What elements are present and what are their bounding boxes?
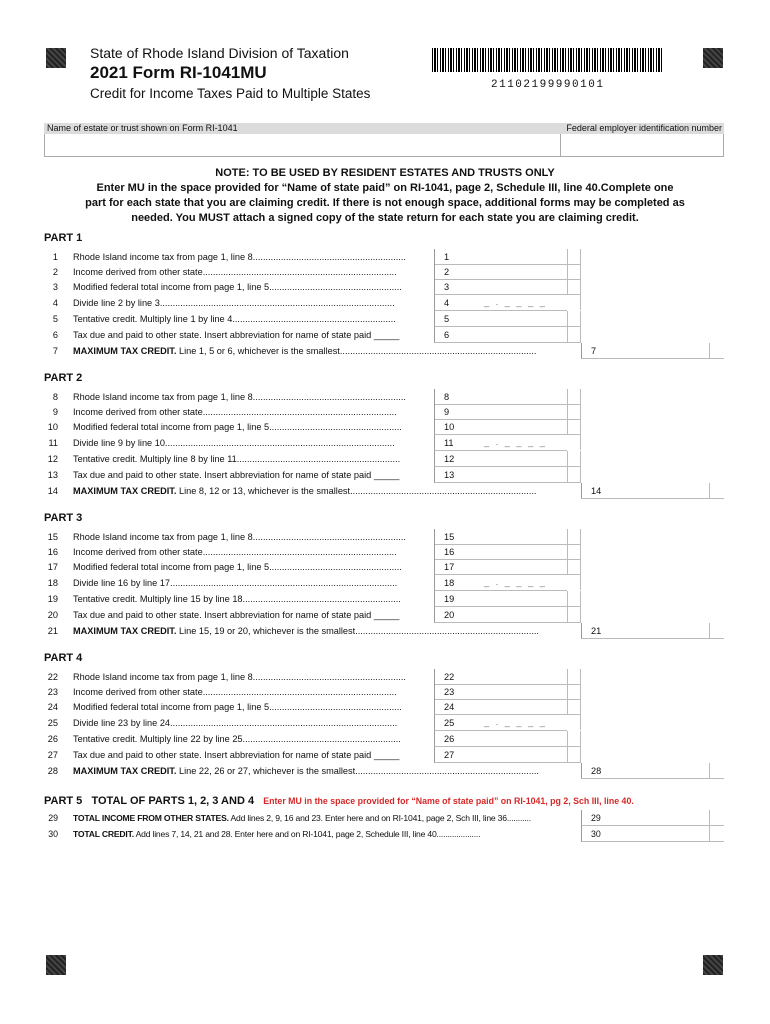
line-description <box>73 267 397 277</box>
estate-name-field[interactable] <box>47 136 559 154</box>
column-divider <box>580 715 582 730</box>
cents-field[interactable] <box>709 343 724 359</box>
cents-field[interactable] <box>709 483 724 499</box>
column-divider <box>580 327 582 342</box>
amount-field[interactable] <box>477 279 567 295</box>
line-text: Line 22, 26 or 27, whichever is the smallest........................................................................ <box>176 766 539 776</box>
column-divider <box>580 264 582 279</box>
line-number-box: 16 <box>434 544 477 560</box>
form-line-5 <box>44 311 724 327</box>
line-number: 20 <box>47 610 58 620</box>
cents-field[interactable] <box>567 669 581 685</box>
line-number-box: 27 <box>434 747 477 763</box>
amount-field[interactable] <box>477 327 567 343</box>
form-line-2 <box>44 264 724 280</box>
form-line-30 <box>44 826 724 842</box>
form-line-15 <box>44 529 724 545</box>
form-line-3 <box>44 279 724 295</box>
line-number-box: 2 <box>434 264 477 280</box>
line-text: Add lines 7, 14, 21 and 28. Enter here and on RI-1041, page 2, Schedule III, line 40.................... <box>133 829 481 839</box>
form-line-12 <box>44 451 724 467</box>
amount-field[interactable] <box>477 451 567 467</box>
line-number: 14 <box>47 486 58 496</box>
line-number-box: 7 <box>581 343 624 359</box>
line-text: Divide line 2 by line 3............................................................................................ <box>73 298 395 308</box>
column-divider <box>580 559 582 574</box>
ratio-placeholder: _ . _ _ _ _ <box>484 577 547 587</box>
amount-field[interactable] <box>624 763 709 779</box>
line-number-box: 6 <box>434 327 477 343</box>
column-divider <box>580 591 582 606</box>
line-text: Divide line 16 by line 17......................................................................................... <box>73 578 398 588</box>
line-number: 19 <box>47 594 58 604</box>
form-title: 2021 Form RI-1041MU <box>90 63 267 82</box>
registration-mark-top-right <box>703 48 723 68</box>
line-description <box>73 392 406 402</box>
amount-field[interactable] <box>477 699 567 715</box>
form-line-28 <box>44 763 724 779</box>
form-line-8 <box>44 389 724 405</box>
part-2-title: PART 2 <box>44 372 83 384</box>
note-line-1: NOTE: TO BE USED BY RESIDENT ESTATES AND TRUSTS ONLY <box>215 167 555 179</box>
column-divider <box>580 747 582 762</box>
amount-field[interactable] <box>477 544 567 560</box>
cents-field[interactable] <box>567 279 581 295</box>
line-number: 22 <box>47 672 58 682</box>
part5-title: PART 5 <box>44 795 83 807</box>
part-1-title: PART 1 <box>44 232 83 244</box>
line-number-box: 22 <box>434 669 477 685</box>
line-number: 11 <box>48 438 58 448</box>
line-text: Line 1, 5 or 6, whichever is the smallest............................................................................. <box>176 346 537 356</box>
amount-field[interactable] <box>477 389 567 405</box>
amount-field[interactable] <box>624 343 709 359</box>
line-text: Tax due and paid to other state. Insert abbreviation for name of state paid _____ <box>73 470 400 480</box>
column-divider <box>580 279 582 294</box>
line-description <box>73 454 400 464</box>
line-number-box: 29 <box>581 810 624 826</box>
column-divider <box>580 419 582 434</box>
line-description <box>73 702 402 712</box>
amount-field[interactable] <box>624 483 709 499</box>
agency-name: State of Rhode Island Division of Taxation <box>90 45 349 61</box>
cents-field[interactable] <box>567 529 581 545</box>
amount-field[interactable] <box>477 559 567 575</box>
column-divider <box>580 731 582 746</box>
line-text: Line 15, 19 or 20, whichever is the smallest........................................................................ <box>176 626 539 636</box>
line-description <box>73 438 395 448</box>
cents-field[interactable] <box>567 419 581 435</box>
line-number-box: 9 <box>434 404 477 420</box>
line-number-box: 28 <box>581 763 624 779</box>
amount-field[interactable] <box>477 529 567 545</box>
line-number-box: 5 <box>434 311 477 327</box>
amount-field[interactable] <box>477 467 567 483</box>
form-line-10 <box>44 419 724 435</box>
cents-field[interactable] <box>567 731 581 747</box>
line-text: Modified federal total income from page 1, line 5.................................................... <box>73 422 402 432</box>
line-text: Income derived from other state............................................................................ <box>73 547 397 557</box>
line-number-box: 14 <box>581 483 624 499</box>
line-number-box: 26 <box>434 731 477 747</box>
column-divider <box>580 529 582 544</box>
note-line-2: Enter MU in the space provided for “Name of state paid” on RI-1041, page 2, Schedule III, line 40.Complete one <box>96 182 674 194</box>
line-description <box>73 422 402 432</box>
column-divider <box>580 311 582 326</box>
line-description <box>73 252 406 262</box>
form-line-20 <box>44 607 724 623</box>
column-divider <box>580 544 582 559</box>
form-line-14 <box>44 483 724 499</box>
form-line-27 <box>44 747 724 763</box>
amount-field[interactable] <box>624 810 709 826</box>
cents-field[interactable] <box>567 249 581 265</box>
part5-instruction: Enter MU in the space provided for “Name of state paid” on RI-1041, pg 2, Sch III, line 40. <box>263 796 634 806</box>
amount-field[interactable] <box>624 826 709 842</box>
line-number-box: 17 <box>434 559 477 575</box>
column-divider <box>580 607 582 622</box>
amount-field[interactable] <box>477 249 567 265</box>
line-number: 9 <box>52 407 58 417</box>
line-bold-label: MAXIMUM TAX CREDIT. <box>73 346 177 356</box>
ratio-placeholder: _ . _ _ _ _ <box>484 297 547 307</box>
amount-field[interactable] <box>477 264 567 280</box>
cents-field[interactable] <box>567 607 581 623</box>
cents-field[interactable] <box>567 591 581 607</box>
cents-field[interactable] <box>567 544 581 560</box>
form-line-26 <box>44 731 724 747</box>
line-number: 24 <box>47 702 58 712</box>
line-number: 4 <box>52 298 58 308</box>
line-bold-label: MAXIMUM TAX CREDIT. <box>73 626 177 636</box>
amount-field[interactable] <box>477 607 567 623</box>
line-text: Tax due and paid to other state. Insert abbreviation for name of state paid _____ <box>73 610 400 620</box>
line-description <box>73 829 480 839</box>
line-text: Tentative credit. Multiply line 22 by line 25.............................................................. <box>73 734 401 744</box>
amount-field[interactable] <box>477 747 567 763</box>
line-text: Income derived from other state............................................................................ <box>73 687 397 697</box>
line-description <box>73 330 399 340</box>
part-3-title: PART 3 <box>44 512 83 524</box>
line-bold-label: TOTAL CREDIT. <box>73 829 134 839</box>
line-number-box: 20 <box>434 607 477 623</box>
line-text: Tax due and paid to other state. Insert abbreviation for name of state paid _____ <box>73 330 400 340</box>
line-number: 10 <box>47 422 58 432</box>
line-number: 23 <box>47 687 58 697</box>
form-line-24 <box>44 699 724 715</box>
line-number-box: 19 <box>434 591 477 607</box>
amount-field[interactable] <box>477 731 567 747</box>
column-divider <box>580 451 582 466</box>
line-description <box>73 314 396 324</box>
fein-field[interactable] <box>565 136 719 154</box>
line-number-box: 21 <box>581 623 624 639</box>
registration-mark-bottom-left <box>46 955 66 975</box>
line-text: Income derived from other state............................................................................ <box>73 407 397 417</box>
amount-field[interactable] <box>477 419 567 435</box>
cents-field[interactable] <box>567 264 581 280</box>
cents-field[interactable] <box>709 763 724 779</box>
column-divider <box>580 435 582 450</box>
line-bold-label: MAXIMUM TAX CREDIT. <box>73 486 177 496</box>
line-description <box>73 470 399 480</box>
line-number-box: 18 <box>434 575 477 591</box>
barcode <box>432 48 664 72</box>
cents-field[interactable] <box>567 311 581 327</box>
line-number-box: 23 <box>434 684 477 700</box>
column-divider <box>580 575 582 590</box>
line-number-box: 30 <box>581 826 624 842</box>
line-description <box>73 562 402 572</box>
form-line-29 <box>44 810 724 826</box>
line-text: Income derived from other state............................................................................ <box>73 267 397 277</box>
line-number: 1 <box>52 252 58 262</box>
line-number: 29 <box>48 813 58 823</box>
line-text: Rhode Island income tax from page 1, line 8............................................................ <box>73 672 406 682</box>
column-divider <box>580 669 582 684</box>
line-text: Tentative credit. Multiply line 8 by line 11................................................................ <box>73 454 401 464</box>
cents-field[interactable] <box>567 684 581 700</box>
amount-field[interactable] <box>624 623 709 639</box>
form-line-17 <box>44 559 724 575</box>
line-number: 16 <box>47 547 58 557</box>
line-number: 2 <box>52 267 58 277</box>
line-number-box: 1 <box>434 249 477 265</box>
line-number-box: 8 <box>434 389 477 405</box>
cents-field[interactable] <box>709 623 724 639</box>
form-line-23 <box>44 684 724 700</box>
line-text: Modified federal total income from page 1, line 5.................................................... <box>73 702 402 712</box>
name-label: Name of estate or trust shown on Form RI-1041 <box>47 123 238 133</box>
line-number: 15 <box>47 532 58 542</box>
amount-field[interactable] <box>477 669 567 685</box>
form-line-22 <box>44 669 724 685</box>
line-description <box>73 282 402 292</box>
line-number: 18 <box>47 578 58 588</box>
line-description <box>73 734 401 744</box>
part5-header <box>44 795 634 807</box>
line-text: Tentative credit. Multiply line 1 by line 4................................................................ <box>73 314 396 324</box>
line-text: Divide line 9 by line 10.......................................................................................... <box>73 438 395 448</box>
column-divider <box>580 699 582 714</box>
line-text: Modified federal total income from page 1, line 5.................................................... <box>73 282 402 292</box>
line-description <box>73 486 536 496</box>
line-description <box>73 766 539 776</box>
form-line-4 <box>44 295 724 311</box>
line-number: 25 <box>47 718 58 728</box>
line-description <box>73 750 399 760</box>
line-description <box>73 610 399 620</box>
line-description <box>73 594 401 604</box>
line-text: Tentative credit. Multiply line 15 by line 18.............................................................. <box>73 594 401 604</box>
line-number: 5 <box>52 314 58 324</box>
form-line-11 <box>44 435 724 451</box>
line-description <box>73 813 531 823</box>
note-line-4: needed. You MUST attach a signed copy of the state return for each state you are claiming credit. <box>131 212 639 224</box>
line-number-box: 3 <box>434 279 477 295</box>
line-number: 8 <box>52 392 58 402</box>
line-description <box>73 626 539 636</box>
amount-field[interactable] <box>477 311 567 327</box>
cents-field[interactable] <box>567 699 581 715</box>
line-bold-label: TOTAL INCOME FROM OTHER STATES. <box>73 813 229 823</box>
line-text: Rhode Island income tax from page 1, line 8............................................................ <box>73 532 406 542</box>
line-text: Rhode Island income tax from page 1, line 8............................................................ <box>73 252 406 262</box>
cents-field[interactable] <box>567 467 581 483</box>
form-line-18 <box>44 575 724 591</box>
line-number: 17 <box>47 562 58 572</box>
form-line-9 <box>44 404 724 420</box>
line-text: Tax due and paid to other state. Insert abbreviation for name of state paid _____ <box>73 750 400 760</box>
column-divider <box>580 295 582 310</box>
line-text: Add lines 2, 9, 16 and 23. Enter here and on RI-1041, page 2, Sch III, line 36........... <box>228 813 531 823</box>
form-subtitle: Credit for Income Taxes Paid to Multiple States <box>90 86 371 101</box>
form-line-16 <box>44 544 724 560</box>
form-line-6 <box>44 327 724 343</box>
line-description <box>73 532 406 542</box>
cents-field[interactable] <box>567 559 581 575</box>
line-number-box: 12 <box>434 451 477 467</box>
form-line-13 <box>44 467 724 483</box>
line-text: Line 8, 12 or 13, whichever is the smallest......................................................................... <box>176 486 537 496</box>
name-fein-box <box>44 134 724 157</box>
line-description <box>73 718 397 728</box>
line-number-box: 10 <box>434 419 477 435</box>
line-number: 7 <box>52 346 58 356</box>
line-number: 27 <box>47 750 58 760</box>
line-number: 26 <box>47 734 58 744</box>
line-number: 30 <box>48 829 58 839</box>
line-number: 12 <box>47 454 58 464</box>
line-number: 13 <box>47 470 58 480</box>
column-divider <box>580 249 582 264</box>
line-number-box: 15 <box>434 529 477 545</box>
form-line-1 <box>44 249 724 265</box>
line-description <box>73 687 397 697</box>
cents-field[interactable] <box>567 404 581 420</box>
name-header-bar <box>44 123 724 134</box>
form-line-25 <box>44 715 724 731</box>
cents-field[interactable] <box>567 747 581 763</box>
line-number-box: 25 <box>434 715 477 731</box>
line-bold-label: MAXIMUM TAX CREDIT. <box>73 766 177 776</box>
barcode-number: 21102199990101 <box>491 79 605 91</box>
fein-label: Federal employer identification number <box>566 123 722 133</box>
note-line-3: part for each state that you are claiming credit. If there is not enough space, additional forms may be completed as <box>85 197 685 209</box>
cents-field[interactable] <box>709 810 724 826</box>
cents-field[interactable] <box>567 327 581 343</box>
line-number-box: 24 <box>434 699 477 715</box>
line-text: Modified federal total income from page 1, line 5.................................................... <box>73 562 402 572</box>
column-divider <box>580 389 582 404</box>
cents-field[interactable] <box>709 826 724 842</box>
column-divider <box>580 684 582 699</box>
line-number-box: 13 <box>434 467 477 483</box>
line-description <box>73 346 536 356</box>
line-description <box>73 298 395 308</box>
ratio-placeholder: _ . _ _ _ _ <box>484 717 547 727</box>
line-text: Divide line 23 by line 24......................................................................................... <box>73 718 398 728</box>
line-number: 3 <box>52 282 58 292</box>
column-divider <box>580 467 582 482</box>
line-description <box>73 407 397 417</box>
amount-field[interactable] <box>477 684 567 700</box>
registration-mark-bottom-right <box>703 955 723 975</box>
form-line-7 <box>44 343 724 359</box>
amount-field[interactable] <box>477 591 567 607</box>
amount-field[interactable] <box>477 404 567 420</box>
line-number-box: 11 <box>434 435 477 451</box>
part5-heading: TOTAL OF PARTS 1, 2, 3 AND 4 <box>91 795 255 807</box>
line-number: 28 <box>47 766 58 776</box>
line-number: 6 <box>52 330 58 340</box>
line-description <box>73 672 406 682</box>
ratio-placeholder: _ . _ _ _ _ <box>484 437 547 447</box>
line-number: 21 <box>47 626 58 636</box>
form-line-19 <box>44 591 724 607</box>
cents-field[interactable] <box>567 451 581 467</box>
column-divider <box>580 404 582 419</box>
line-number-box: 4 <box>434 295 477 311</box>
line-text: Rhode Island income tax from page 1, line 8............................................................ <box>73 392 406 402</box>
registration-mark-top-left <box>46 48 66 68</box>
form-line-21 <box>44 623 724 639</box>
line-description <box>73 547 397 557</box>
line-description <box>73 578 397 588</box>
cents-field[interactable] <box>567 389 581 405</box>
part-4-title: PART 4 <box>44 652 83 664</box>
